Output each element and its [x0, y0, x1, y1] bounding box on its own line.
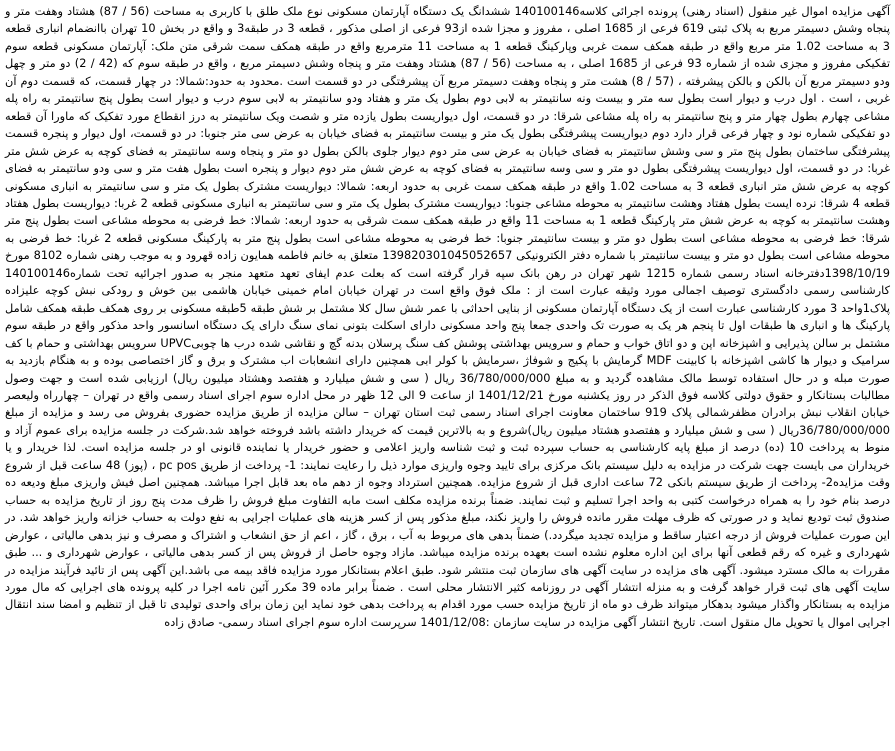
auction-notice-text: آگهی مزایده اموال غیر منقول (اسناد رهنی) پرونده اجرائی کلاسه140100146 ششدانگ یک دستگاه آپارتمان مسکونی نوع ملک طلق با کاربری به مساحت (56 / 87) هشتاد وهفت متر و پنجاه وشش دسیمتر مربع به پلاک ثبتی 619 فرعی از 1685 اصلی ، مفروز و مجزا شده از93 فرعی از اصلی مذکور ، قطعه 3 در طبقه3 و واقع در بخش 10 تهران باانضمام انباری قطعه 3 به مساحت 1.02 متر مربع واقع در طبقه همکف سمت غربی وپارکینگ قطعه 1 به مساحت 11 مترمربع واقع در طبقه همکف سمت شرقی متن ملک: آپارتمان مسکونی قطعه سوم تفکیکی مفروز و مجزی شده از شماره 93 فرعی از 1685 اصلی ، به مساحت (56 / 87) هشتاد وهفت متر و پنجاه وشش دسیمتر مربع ، واقع در طبقه سوم که (42 / 2) دو متر و چهل ودو دسیمتر مربع آن بالکن و بالکن پیشرفته ، (57 / 8) هشت متر و پنجاه وهفت دسیمتر مربع آن پیشرفتگی در دو قسمت است .محدود به حدود:شمالا: در چهار قسمت، که قسمت دوم آن غربی ، است . اول درب و دیوار است بطول سه متر و بیست ونه سانتیمتر به لابی دوم بطول یک متر و هفتاد ودو سانتیمتر به لابی سوم درب و دیوار است بطول پنج سانتیمتر به راه پله مشاعی چهارم بطول چهار متر و پنج سانتیمتر به راه پله مشاعی شرقا: در دو قسمت، اول دیواریست بطول یازده متر و شصت ویک سانتیمتر به درز انقطاع مورد تفکیک که ماورا آن قطعه دو تفکیکی شماره نود و چهار فرعی قرار دارد دوم دیواریست پیشرفتگی بطول یک متر و بیست سانتیمتر به فضای خیابان به عرض سی متر جنوبا: در دو قسمت، اول دیوار و پنجره قسمت پیشرفتگی ساختمان بطول پنج متر و سی وشش سانتیمتر به فضای خیابان به عرض سی متر دوم دیوار جلوی بالکن بطول دو متر و پنجاه وسه سانتیمتر به فضای کوچه به عرض شش متر غربا: در دو قسمت، اول دیواریست پیشرفتگی بطول دو متر و سی وسه سانتیمتر به فضای کوچه به عرض شش متر دوم دیوار و پنجره است بطول هفت متر و سی ودو سانتیمتر به فضای کوچه به عرض شش متر انباری قطعه 3 به مساحت 1.02 واقع در طبقه همکف سمت غربی به حدود اربعه: شمالا: دیواریست مشترک بطول یک متر و سی سانتیمتر به انباری مسکونی قطعه 4 شرقا: نرده ایست بطول هفتاد وهشت سانتیمتر به محوطه مشاعی جنوبا: دیواریست مشترک بطول یک متر و سی سانتیمتر به انباری مسکونی قطعه 2 غربا: دیواریست بطول هفتاد وهشت سانتیمتر به کوچه به عرض شش متر پارکینگ قطعه 1 به مساحت 11 واقع در طبقه همکف سمت شرقی به حدود اربعه: شمالا: خط فرضی به محوطه مشاعی است بطول پنج متر شرقا: خط فرضی به محوطه مشاعی است بطول دو متر و بیست سانتیمتر جنوبا: خط فرضی به محوطه مشاعی است بطول پنج متر به پارکینگ مسکونی قطعه 2 غربا: خط فرضی به محوطه مشاعی است بطول دو متر و بیست سانتیمتر با شماره دفتر الکترونیکی 139820301045052657 متعلق به خانم فاطمه همایون زاده قهرود و به موجب رهنی شماره 8102 مورخ 1398/10/19دفترخانه اسناد رسمی شماره 1215 شهر تهران در رهن بانک سپه قرار گرفته است که بعلت عدم ایفای تعهد متعهد منجر به صدور اجرائیه تحت شماره140100146 کارشناسی رسمی دادگستری توصیف اجمالی مورد وثیقه عبارت است از : ملک فوق واقع است در تهران خیابان امام خمینی خیابان هاشمی بین خوش و رودکی نبش کوچه علیزاده پلاک1واحد 3 مورد کارشناسی عبارت است از یک دستگاه آپارتمان مسکونی از بنایی احداثی با عمر شش سال کلا مشتمل بر شش طبقه 5طبقه مسکونی بر روی همکف طبقه همکف شامل پارکینگ ها و انباری ها طبقات اول تا پنجم هر یک به صورت تک واحدی جمعا پنج واحد مسکونی دارای اسکلت بتونی نمای سنگ دارای یک دستگاه اسانسور واحد مذکور واقع در طبقه سوم مشتمل بر سالن پذیرایی و اشپزخانه اپن و دو اتاق خواب و حمام و سرویس بهداشتی پوشش کف سنگ پرسلان بدنه گچ و نقاشی شده درب ها چوبیUPVC سرویس بهداشتی و حمام با کف سرامیک و دیوار ها کاشی اشپزخانه با کابینت MDF گرمایش با پکیج و شوفاژ ،سرمایش با کولر ابی همچنین دارای انشعابات اب مشترک و برق و گاز اختصاصی بوده و به هنگام بازدید به صورت مبله و در حال استفاده توسط مالک مشاهده گردید و به مبلغ 36/780/000/000 ریال ( سی و شش میلیارد و هفتصد وهشتاد میلیون ریال) ارزیابی شده است و جهت وصول مطالبات بستانکار و حقوق دولتی کلاسه فوق الذکر در روز یکشنبه مورخ 1401/12/21 از ساعت 9 الی 12 ظهر در محل اداره سوم اجرای اسناد رسمی واقع در تهران – چهارراه ولیعصر خیابان انقلاب نبش برادران مظفرشمالی پلاک 919 ساختمان معاونت اجرای اسناد رسمی ثبت استان تهران – سالن مزایده از طریق مزایده حضوری بفروش می رسد و مزایده از مبلغ 36/780/000/000ریال ( سی و شش میلیارد و هفتصدو هشتاد میلیون ریال)شروع و به بالاترین قیمت که خریدار داشته باشد فروخته خواهد شد.شرکت در جلسه مزایده برای عموم آزاد و منوط به پرداخت 10 (ده) درصد از مبلغ پایه کارشناسی به حساب سپرده ثبت و ثبت شناسه واریز اعلامی و حضور خریدار یا نماینده قانونی او در جلسه مزایده است. لذا خریدار و یا خریداران می بایست جهت شرکت در مزایده به دلیل سیستم بانک مرکزی برای تایید وجوه واریزی موارد ذیل را رعایت نمایند: 1- پرداخت از طریق pc pos ، (پوز) 48 ساعت قبل از شروع وقت مزایده2- پرداخت از طریق سیستم بانکی 72 ساعت اداری قبل از شروع مزایده. همچنین استرداد وجوه از دهم ماه بعد قابل اجرا میباشد. همچنین اصل فیش واریزی مبلغ ودیعه ده درصد بنام خود را به همراه درخواست کتبی به واحد اجرا تسلیم و ثبت نمایند. ضمناً برنده مزایده مکلف است مابه التفاوت مبلغ فروش را ظرف مدت پنج روز از تاریخ مزایده به حساب صندوق ثبت تودیع نماید و در صورتی که ظرف مهلت مقرر مانده فروش را واریز نکند، مبلغ مذکور پس از کسر هزینه های عملیات اجرایی به نفع دولت به حساب خزانه واریز خواهد شد. در این صورت عملیات فروش از درجه اعتبار ساقط و مزایده تجدید میگردد.) ضمناً بدهی های مربوط به آب ، برق ، گاز ، اعم از حق انشعاب و اشتراک و مصرف و نیز بدهی مالیاتی ، عوارض شهرداری و غیره که رقم قطعی آنها برای این اداره معلوم نشده است بعهده برنده مزایده میباشد. مازاد وجوه حاصل از فروش پس از کسر بدهی مالیاتی ، عوارض شهرداری و ... طبق مقررات به مالک مسترد میشود. آگهی های مزایده در سایت آگهی های سازمان ثبت منتشر شود. طبق اعلام بستانکار مورد مزایده فاقد بیمه می باشد.این آگهی پس از تائید فرآیند مزایده در سایت آگهی های ثبت قرار خواهد گرفت و به منزله انتشار آگهی در روزنامه کثیر الانتشار محلی است . ضمناً برابر ماده 39 مکرر آئین نامه اجرا در کلیه پرونده های اجرایی که مال مورد مزایده به بستانکار واگذار میشود بدهکار میتواند ظرف دو ماه از تاریخ مزایده حسب مورد اقدام به پرداخت بدهی خود نماید این زمان برای واحدی تولیدی تا قبل از تنظیم و امضا سند انتقال اجرایی اموال یا تحویل مال منقول است. تاریخ انتشار آگهی مزایده در سایت سازمان :1401/12/08 سرپرست اداره سوم اجرای اسناد رسمی- صادق زاده [5, 4, 891, 629]
